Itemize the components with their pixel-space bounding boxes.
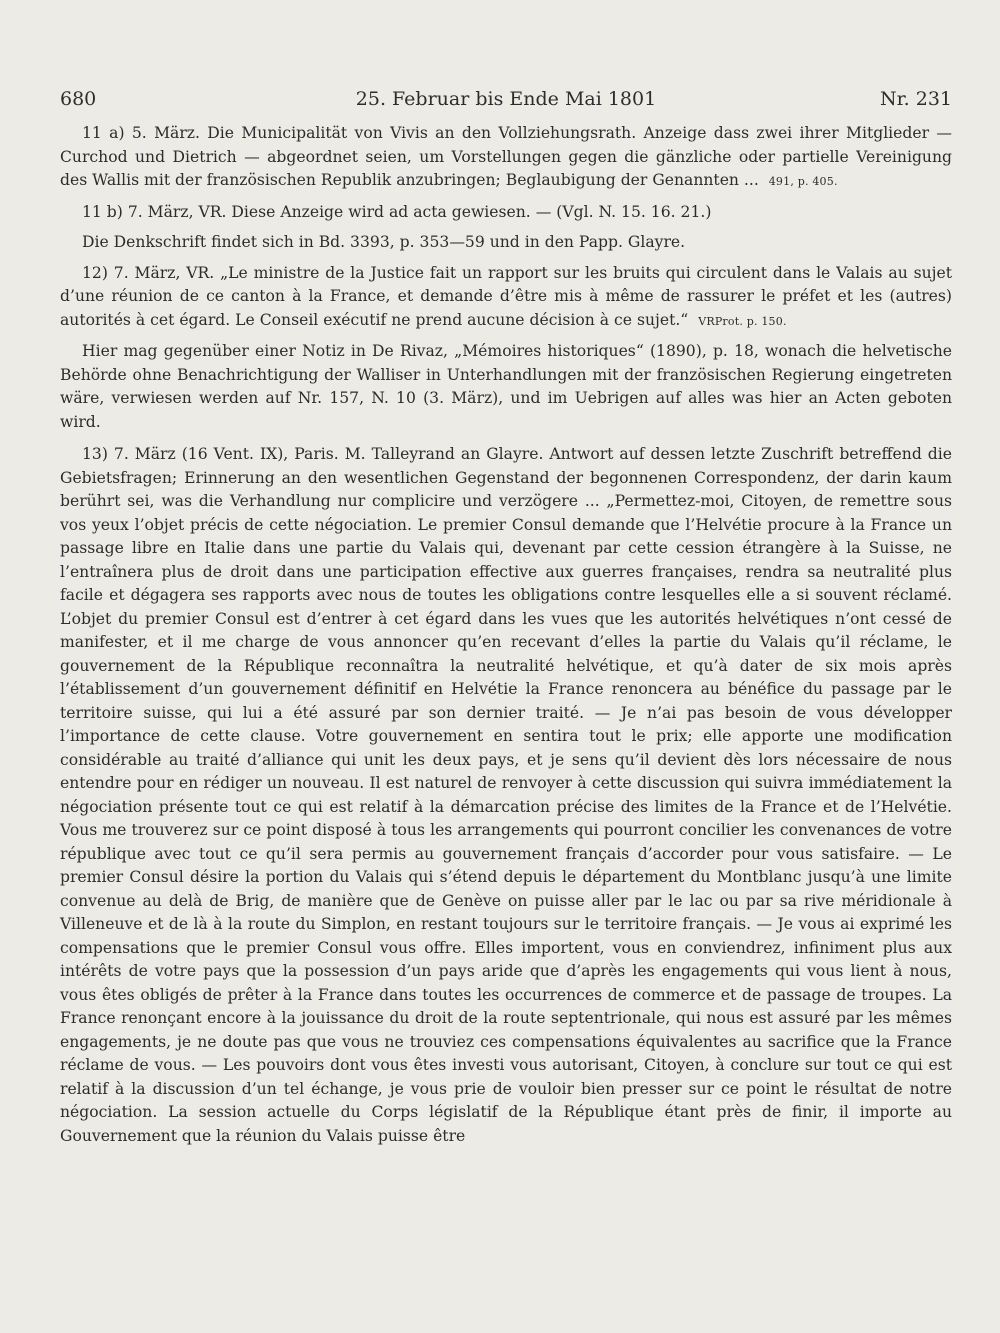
entry-11b-text: 11 b) 7. März, VR. Diese Anzeige wird ad acta gewiesen. — (Vgl. N. 15. 16. 21.) <box>82 202 712 221</box>
entry-11a-text: 11 a) 5. März. Die Municipalität von Vivis an den Vollziehungsrath. Anzeige dass zwei ihrer Mitglieder — Curchod und Dietrich — abgeordnet seien, um Vorstellungen gegen die gänzliche oder partielle Vereinigung des Wallis mit der französischen Republik anzubringen; Beglaubigung der Genannten ... <box>60 124 952 189</box>
note-rivaz <box>60 340 952 434</box>
running-title: 25. Februar bis Ende Mai 1801 <box>355 88 657 110</box>
entry-11a <box>60 122 952 194</box>
note-rivaz-text: Hier mag gegenüber einer Notiz in De Rivaz, „Mémoires historiques“ (1890), p. 18, wonach die helvetische Behörde ohne Benachrichtigung der Walliser in Unterhandlungen mit der französischen Regierung eingetreten wäre, verwiesen werden auf Nr. 157, N. 10 (3. März), und im Uebrigen auf alles was hier an Acten geboten wird. <box>60 342 952 431</box>
note-denkschrift <box>60 231 952 255</box>
note-denkschrift-text: Die Denkschrift findet sich in Bd. 3393, p. 353—59 und in den Papp. Glayre. <box>82 233 686 251</box>
entry-12 <box>60 262 952 334</box>
entry-13-text: 13) 7. März (16 Vent. IX), Paris. M. Talleyrand an Glayre. Antwort auf dessen letzte Zuschrift betreffend die Gebietsfragen; Erinnerung an den wesentlichen Gegenstand der begonnenen Correspondenz, der darin kaum berührt sei, was die Verhandlung nur complicire und verzögere ... „Permettez-moi, Citoyen, de remettre sous vos yeux l’objet précis de cette négociation. Le premier Consul demande que l’Helvétie procure à la France un passage libre en Italie dans une partie du Valais qui, devenant par cette cession étrangère à la Suisse, ne l’entraînera plus de droit dans une participation effective aux guerres françaises, rendra sa neutralité plus facile et dégagera ses rapports avec nous de toutes les obligations contre lesquelles elle a si souvent réclamé. L’objet du premier Consul est d’entrer à cet égard dans les vues que les autorités helvétiques n’ont cessé de manifester, et il me charge de vous annoncer qu’en recevant d’elles la partie du Valais qu’il réclame, le gouvernement de la République reconnaîtra la neutralité helvétique, et qu’à dater de six mois après l’établissement d’un gouvernement définitif en Helvétie la France renoncera au bénéfice du passage par le territoire suisse, qui lui a été assuré par son dernier traité. — Je n’ai pas besoin de vous développer l’importance de cette clause. Votre gouvernement en sentira tout le prix; elle apporte une modification considérable au traité d’alliance qui unit les deux pays, et je sens qu’il devient dès lors nécessaire de nous entendre pour en rédiger un nouveau. Il est naturel de renvoyer à cette discussion qui suivra immédiatement la négociation présente tout ce qui est relatif à la démarcation précise des limites de la France et de l’Helvétie. Vous me trouverez sur ce point disposé à tous les arrangements qui pourront concilier les convenances de votre république avec tout ce qu’il sera permis au gouvernement français d’accorder pour vous satisfaire. — Le premier Consul désire la portion du Valais qui s’étend depuis le département du Montblanc jusqu’à une limite convenue au delà de Brig, de manière que de Genève on puisse aller par le lac ou par sa rive méridionale à Villeneuve et de là à la route du Simplon, en restant toujours sur le territoire français. — Je vous ai exprimé les compensations que le premier Consul vous offre. Elles importent, vous en conviendrez, infiniment plus aux intérêts de votre pays que la possession d’un pays aride que d’après les engagements qui vous lient à nous, vous êtes obligés de prêter à la France dans toutes les occurrences de commerce et de passage de troupes. La France renonçant encore à la jouissance du droit de la route septentrionale, qui nous est assuré par les mêmes engagements, je ne doute pas que vous ne trouviez ces compensations équivalentes au sacrifice que la France réclame de vous. — Les pouvoirs dont vous êtes investi vous autorisant, Citoyen, à conclure sur tout ce qui est relatif à la discussion d’un tel échange, je vous prie de vouloir bien presser sur ce point le résultat de notre négociation. La session actuelle du Corps législatif de la République étant près de finir, il importe au Gouvernement que la réunion du Valais puisse être <box>60 445 952 1145</box>
entry-13 <box>60 443 952 1148</box>
entry-11b <box>60 201 952 225</box>
entry-12-text: 12) 7. März, VR. „Le ministre de la Justice fait un rapport sur les bruits qui circulent dans le Valais au sujet d’une réunion de ce canton à la France, et demande d’être mis à même de rassurer le préfet et les (autres) autorités à cet égard. Le Conseil exécutif ne prend aucune décision à ce sujet.“ <box>60 263 952 329</box>
entry-12-reference: VRProt. p. 150. <box>698 314 787 328</box>
document-number: Nr. 231 <box>880 88 952 110</box>
entry-11a-reference: 491, p. 405. <box>768 175 838 188</box>
page-body <box>60 122 952 1155</box>
page-number: 680 <box>60 88 97 110</box>
running-header <box>60 88 952 118</box>
